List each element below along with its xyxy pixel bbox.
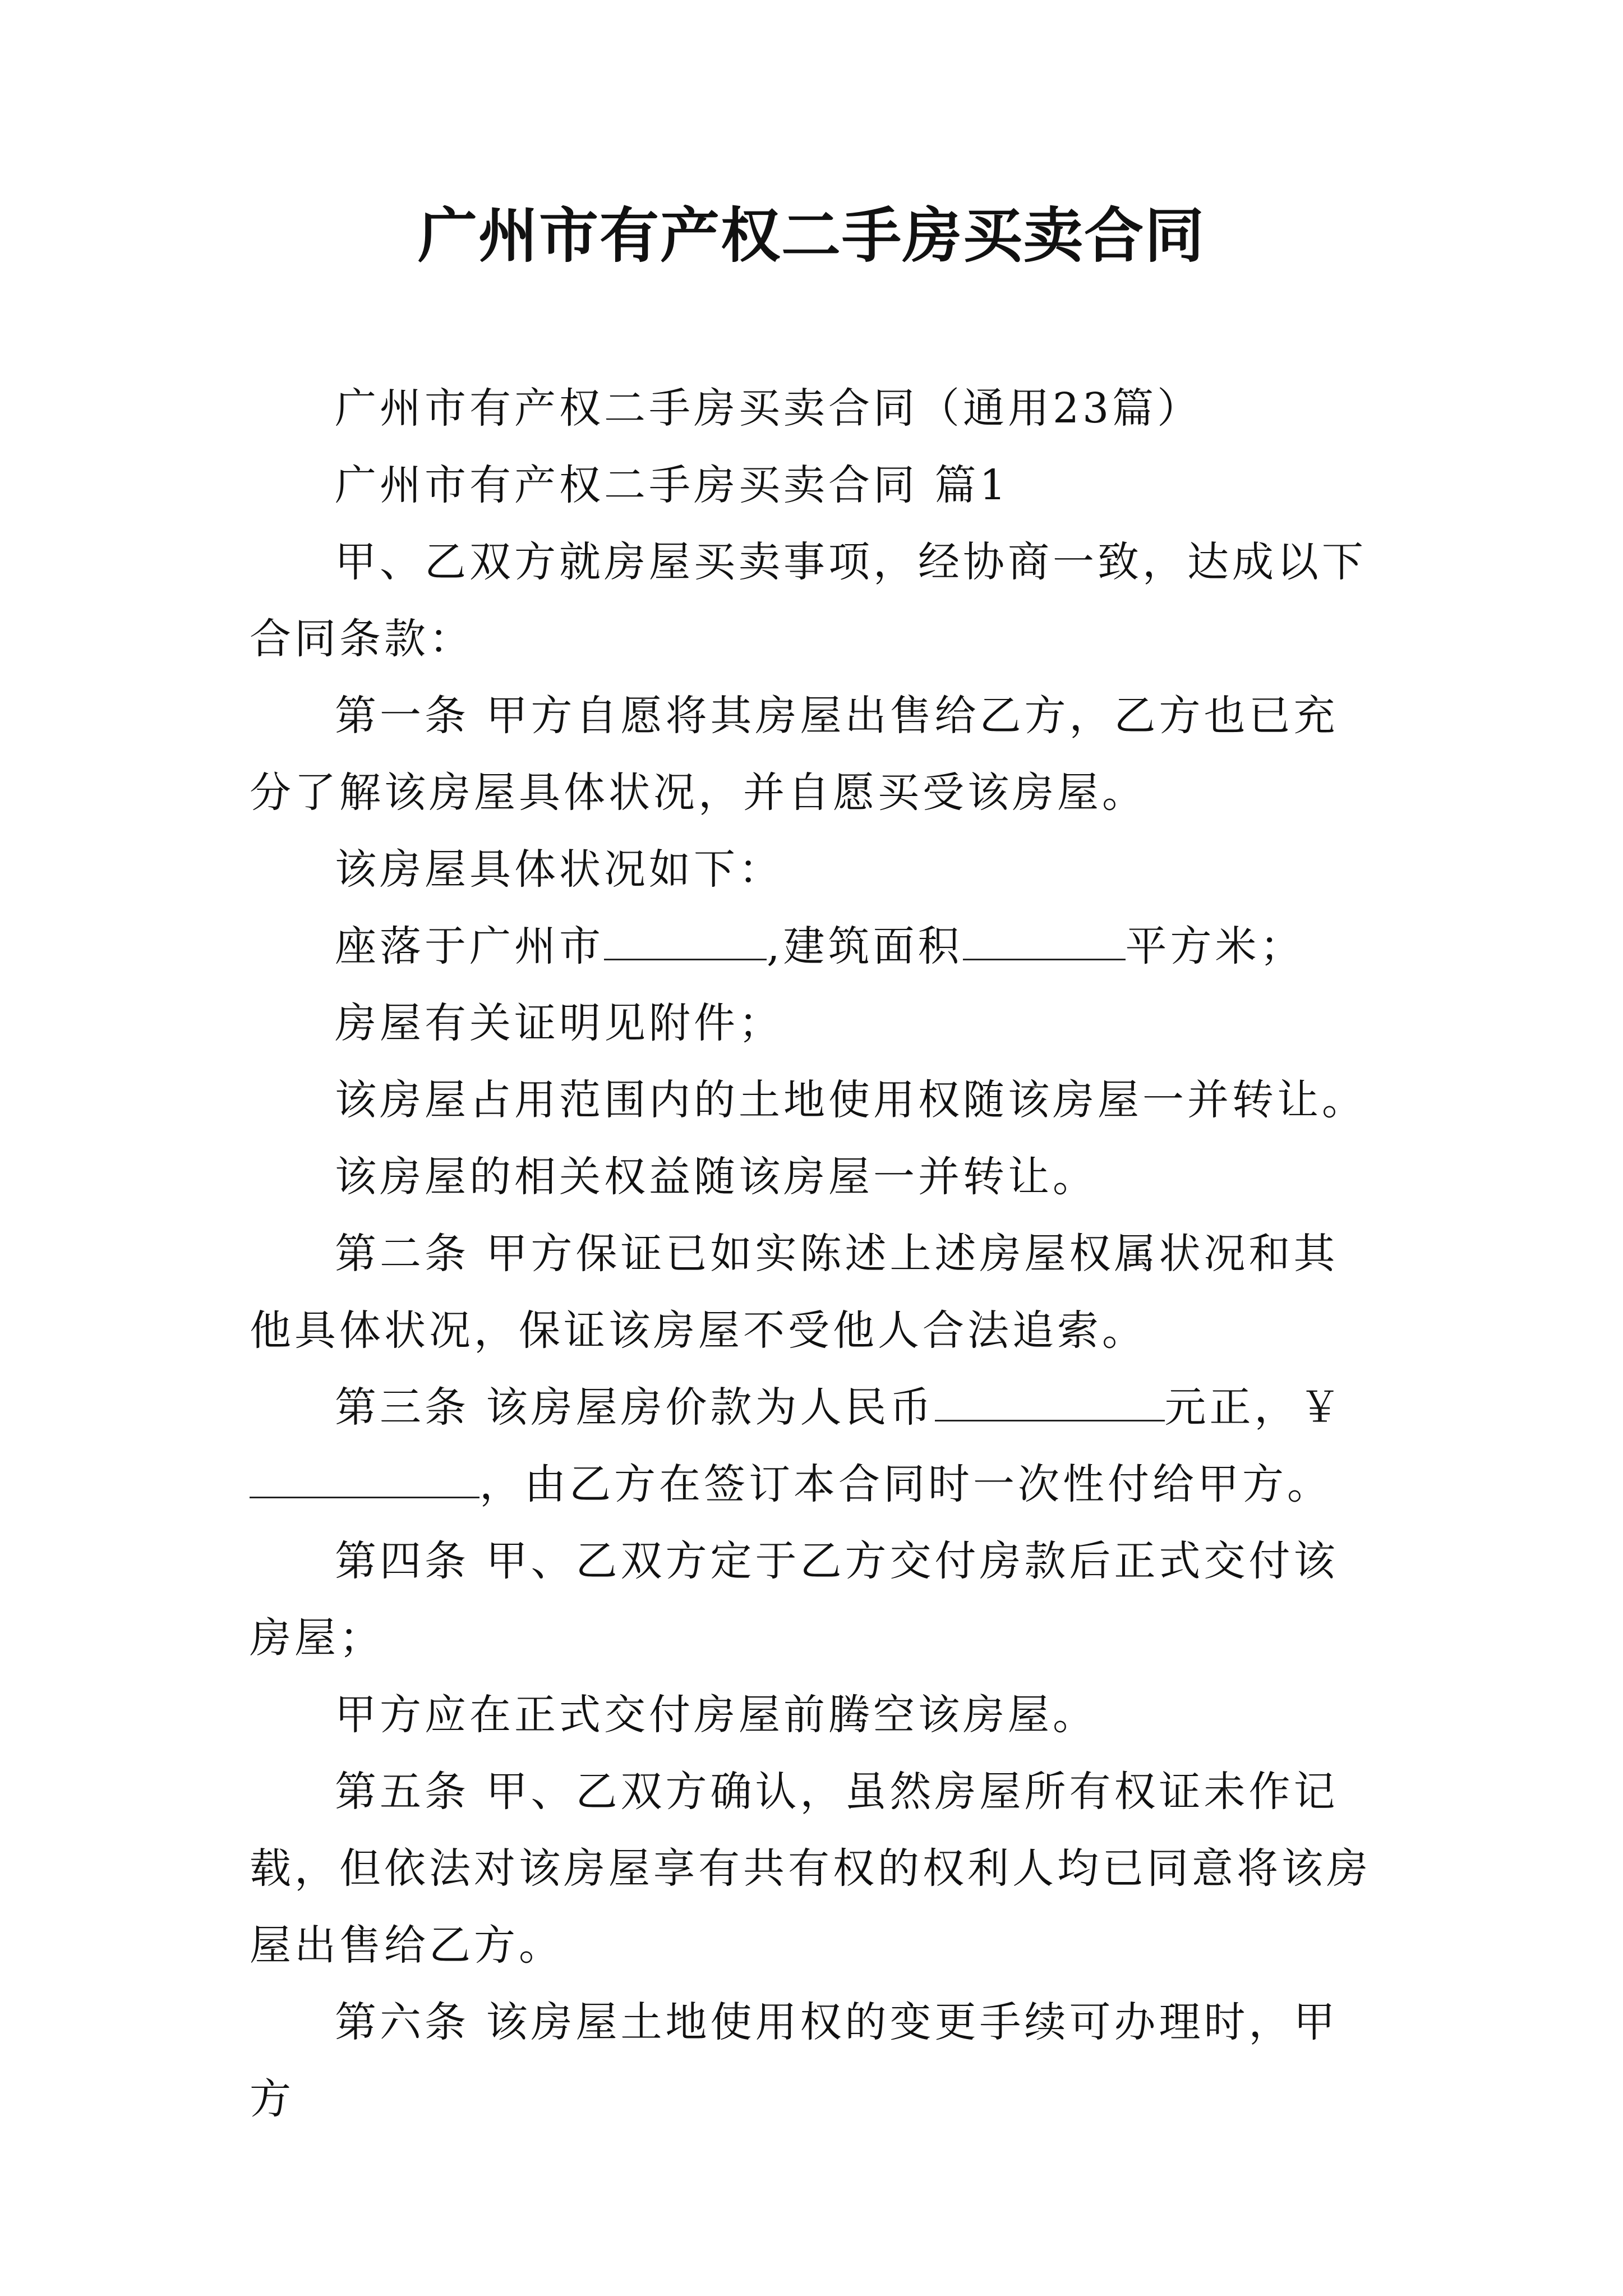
- paragraph-collection-title: 广州市有产权二手房买卖合同（通用23篇）: [335, 384, 1202, 432]
- paragraph-article-4: 第四条 甲、乙双方定于乙方交付房款后正式交付该房屋；: [250, 1537, 1339, 1662]
- area-unit: 平方米；: [1125, 922, 1305, 970]
- paragraph-article-6: 第六条 该房屋土地使用权的变更手续可办理时，甲方: [250, 1998, 1339, 2123]
- document-body: [250, 370, 1380, 2138]
- paragraph-house-status: 该房屋具体状况如下：: [335, 845, 783, 894]
- paragraph-article-3: [250, 1369, 1380, 1523]
- price-number-blank: [250, 1457, 479, 1498]
- location-blank: [604, 919, 767, 960]
- paragraph-article-1: 第一条 甲方自愿将其房屋出售给乙方，乙方也已充分了解该房屋具体状况，并自愿买受该房屋。: [250, 692, 1339, 817]
- paragraph-vacate: 甲方应在正式交付房屋前腾空该房屋。: [335, 1691, 1098, 1739]
- paragraph-land-use: 该房屋占用范围内的土地使用权随该房屋一并转让。: [335, 1076, 1367, 1124]
- paragraph-certificates: 房屋有关证明见附件；: [335, 999, 783, 1047]
- paragraph-intro: 甲、乙双方就房屋买卖事项，经协商一致，达成以下合同条款：: [250, 538, 1367, 663]
- area-blank: [963, 919, 1126, 960]
- paragraph-section-heading: 广州市有产权二手房买卖合同 篇1: [335, 461, 1009, 509]
- price-payment-terms: ，由乙方在签订本合同时一次性付给甲方。: [479, 1460, 1332, 1508]
- location-label: 座落于广州市: [335, 922, 604, 970]
- price-label: 第三条 该房屋房价款为人民币: [335, 1383, 935, 1432]
- price-currency: 元正，￥: [1164, 1383, 1344, 1432]
- document-title: 广州市有产权二手房买卖合同: [418, 200, 1205, 270]
- area-label: ,建筑面积: [767, 922, 963, 970]
- paragraph-article-2: 第二条 甲方保证已如实陈述上述房屋权属状况和其他具体状况，保证该房屋不受他人合法追索。: [250, 1230, 1339, 1355]
- paragraph-rights: 该房屋的相关权益随该房屋一并转让。: [335, 1153, 1098, 1201]
- paragraph-article-5: 第五条 甲、乙双方确认，虽然房屋所有权证未作记载，但依法对该房屋享有共有权的权利人均已同意将该房屋出售给乙方。: [250, 1768, 1371, 1970]
- price-words-blank: [935, 1381, 1165, 1421]
- paragraph-location: [250, 908, 1380, 985]
